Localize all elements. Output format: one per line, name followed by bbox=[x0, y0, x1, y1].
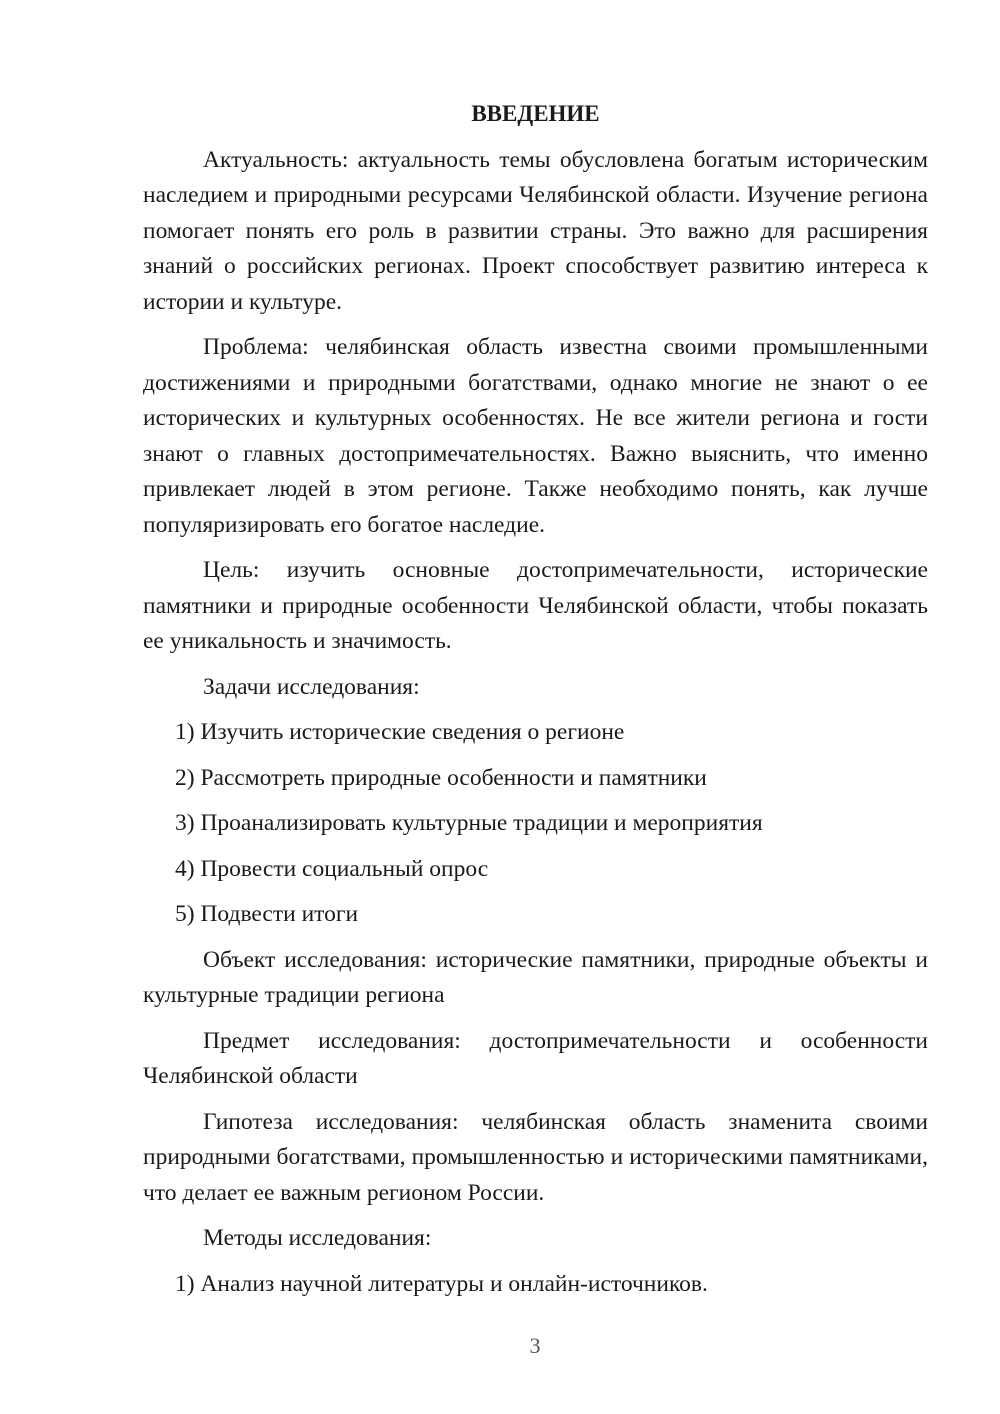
tasks-list bbox=[143, 715, 928, 933]
list-item: 5) Подвести итоги bbox=[175, 901, 359, 927]
subject-paragraph: Предмет исследования: достопримечательности и особенности Челябинской области bbox=[143, 1027, 928, 1089]
document-page bbox=[143, 96, 928, 1312]
methods-list bbox=[143, 1267, 928, 1303]
relevance-paragraph: Актуальность: актуальность темы обусловлена богатым историческим наследием и природными ресурсами Челябинской области. Изучение региона помогает понять его роль в развитии страны. Это важно для расширения знаний о российских регионах. Проект способствует развитию интереса к истории и культуре. bbox=[143, 146, 928, 315]
list-item: 3) Проанализировать культурные традиции и мероприятия bbox=[175, 810, 763, 836]
object-paragraph: Объект исследования: исторические памятники, природные объекты и культурные традиции региона bbox=[143, 946, 928, 1008]
document-title: ВВЕДЕНИЕ bbox=[471, 101, 600, 126]
list-item: 1) Изучить исторические сведения о регионе bbox=[175, 719, 625, 745]
methods-heading: Методы исследования: bbox=[203, 1225, 432, 1251]
hypothesis-paragraph: Гипотеза исследования: челябинская область знаменита своими природными богатствами, промышленностью и историческими памятниками, что делает ее важным регионом России. bbox=[143, 1108, 928, 1206]
page-number: 3 bbox=[529, 1333, 541, 1358]
goal-paragraph: Цель: изучить основные достопримечательности, исторические памятники и природные особенности Челябинской области, чтобы показать ее уникальность и значимость. bbox=[143, 557, 928, 654]
list-item: 2) Рассмотреть природные особенности и памятники bbox=[175, 764, 707, 791]
list-item: 4) Провести социальный опрос bbox=[175, 855, 489, 882]
list-item: 1) Анализ научной литературы и онлайн-источников. bbox=[175, 1270, 708, 1297]
tasks-heading: Задачи исследования: bbox=[203, 673, 420, 700]
problem-paragraph: Проблема: челябинская область известна своими промышленными достижениями и природными богатствами, однако многие не знают о ее исторических и культурных особенностях. Не все жители региона и гости знают о главных достопримечательностях. Важно выяснить, что именно привлекает людей в этом регионе. Также необходимо понять, как лучше популяризировать его богатое наследие. bbox=[143, 334, 928, 538]
